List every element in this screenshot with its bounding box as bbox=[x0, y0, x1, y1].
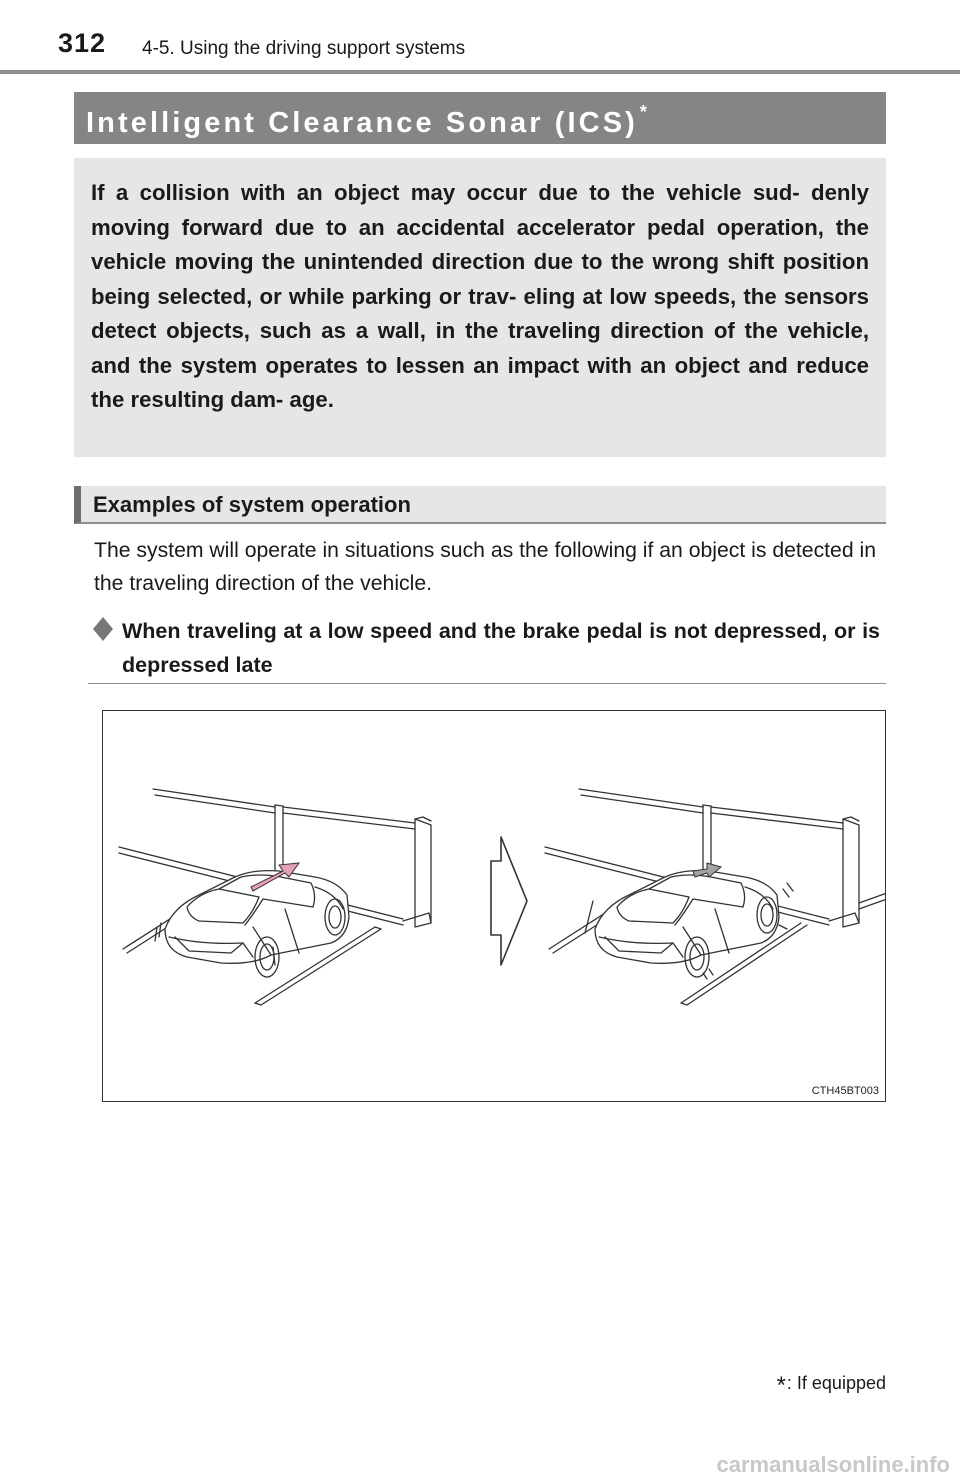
intro-box bbox=[74, 158, 886, 457]
page-title-text: Intelligent Clearance Sonar (ICS) bbox=[86, 107, 638, 139]
subheading: Examples of system operation bbox=[93, 492, 411, 517]
body-paragraph: The system will operate in situations such as the following if an object is detected in the traveling direction of the vehicle. bbox=[94, 539, 876, 595]
footnote bbox=[777, 1372, 886, 1400]
header-divider bbox=[0, 70, 960, 74]
page-title bbox=[86, 102, 647, 140]
watermark: carmanualsonline.info bbox=[716, 1452, 950, 1477]
intro-text: If a collision with an object may occur due to the vehicle sud- denly moving forward due to an accidental accelerator pedal operation, the vehicle moving the unintended direction due to the wrong shift position being selected, or while parking or trav- eling at low speeds, the sensors detect objects, such as a wall, in the traveling direction of the vehicle, and the system operates to lessen an impact with an object and reduce the resulting dam- age. bbox=[91, 180, 869, 412]
transition-arrow bbox=[491, 837, 527, 965]
page-number: 312 bbox=[58, 28, 107, 58]
diamond-bullet-icon bbox=[90, 614, 116, 644]
title-bar bbox=[74, 92, 886, 144]
figure-code: CTH45BT003 bbox=[811, 1085, 879, 1097]
section-title: 4-5. Using the driving support systems bbox=[142, 38, 466, 59]
illustration-frame bbox=[102, 710, 886, 1102]
subheading-bar bbox=[74, 486, 886, 524]
bullet-divider bbox=[88, 683, 886, 684]
right-car-illustration bbox=[585, 871, 793, 979]
bullet-heading: When traveling at a low speed and the brake pedal is not depressed, or is depressed late bbox=[122, 619, 880, 677]
illustration bbox=[103, 711, 886, 1102]
title-asterisk: * bbox=[639, 102, 647, 122]
footnote-asterisk: * bbox=[776, 1372, 786, 1399]
footnote-text: : If equipped bbox=[786, 1373, 886, 1393]
